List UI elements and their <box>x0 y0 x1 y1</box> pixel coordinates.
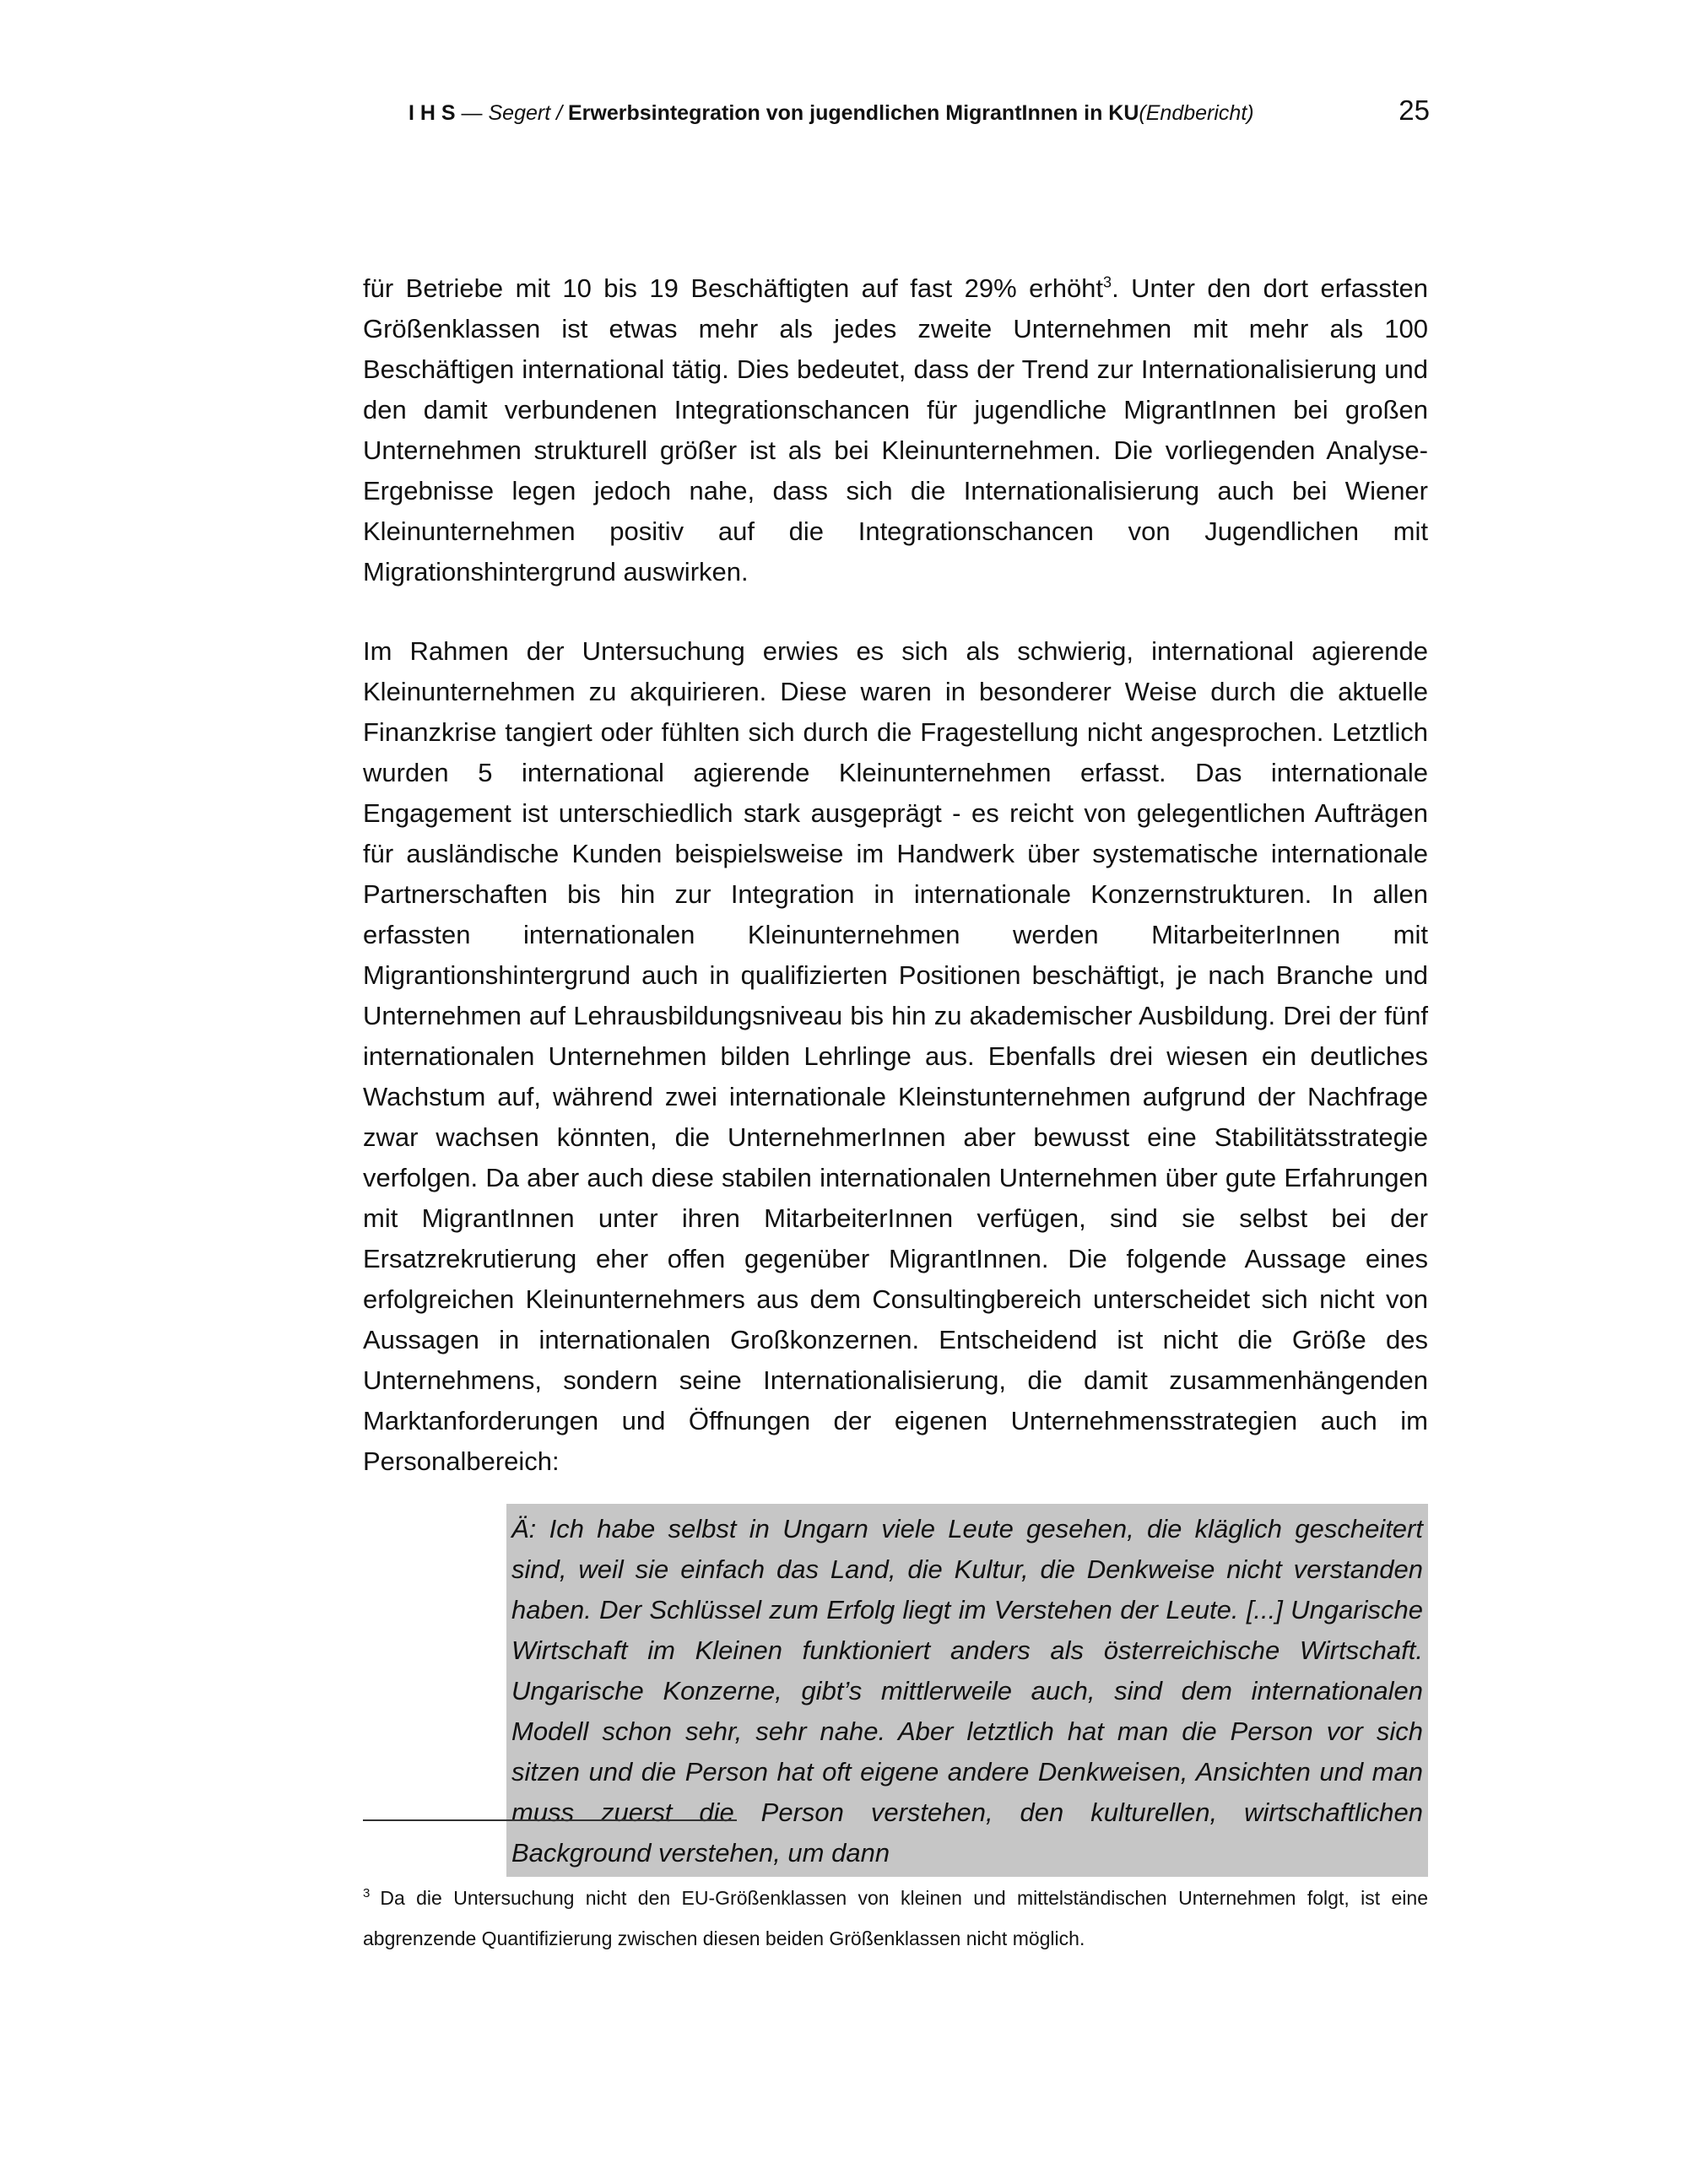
footnote-reference[interactable]: 3 <box>1103 273 1112 291</box>
page-number: 25 <box>1399 95 1430 126</box>
body-text <box>363 268 1428 1877</box>
header-dash: — <box>455 101 489 125</box>
paragraph-1-end: . Unter den dort erfassten Größenklassen ist etwas mehr als jedes zweite Unternehmen mit mehr als 100 Beschäftigen international tätig. Dies bedeutet, dass der Trend zur Internationalisierung und den damit verbundenen Integrationschancen für jugendliche MigrantInnen bei großen Unternehmen strukturell größer ist als bei Kleinunternehmen. Die vorliegenden Analyse-Ergebnisse legen jedoch nahe, dass sich die Internationalisierung auch bei Wiener Kleinunternehmen positiv auf die Integrationschancen von Jugendlichen mit Migrationshintergrund auswirken. <box>363 273 1428 587</box>
header-title-line <box>408 101 1254 126</box>
header-author: Segert / <box>488 101 568 125</box>
paragraph-1-start: für Betriebe mit 10 bis 19 Beschäftigten auf fast 29% erhöht <box>363 273 1104 303</box>
header-subtitle: (Endbericht) <box>1139 101 1254 125</box>
footnote-marker: 3 <box>363 1886 371 1901</box>
interview-quote: Ä: Ich habe selbst in Ungarn viele Leute gesehen, die kläglich gescheitert sind, weil sie einfach das Land, die Kultur, die Denkweise nicht verstanden haben. Der Schlüssel zum Erfolg liegt im Verstehen der Leute. [...] Ungarische Wirtschaft im Kleinen funktioniert anders als österreichische Wirtschaft. Ungarische Konzerne, gibt’s mittlerweile auch, sind dem internationalen Modell schon sehr, sehr nahe. Aber letztlich hat man die Person vor sich sitzen und die Person hat oft eigene andere Denkweisen, Ansichten und man muss zuerst die Person verstehen, den kulturellen, wirtschaftlichen Background verstehen, um dann <box>506 1504 1428 1877</box>
footnote <box>363 1878 1428 1959</box>
header-org: I H S <box>408 101 456 125</box>
paragraph-2: Im Rahmen der Untersuchung erwies es sich als schwierig, international agierende Kleinunternehmen zu akquirieren. Diese waren in besonderer Weise durch die aktuelle Finanzkrise tangiert oder fühlten sich durch die Fragestellung nicht angesprochen. Letztlich wurden 5 international agierende Kleinunternehmen erfasst. Das internationale Engagement ist unterschiedlich stark ausgeprägt - es reicht von gelegentlichen Aufträgen für ausländische Kunden beispielsweise im Handwerk über systematische internationale Partnerschaften bis hin zur Integration in internationale Konzernstrukturen. In allen erfassten internationalen Kleinunternehmen werden MitarbeiterInnen mit Migrantionshintergrund auch in qualifizierten Positionen beschäftigt, je nach Branche und Unternehmen auf Lehrausbildungsniveau bis hin zu akademischer Ausbildung. Drei der fünf internationalen Unternehmen bilden Lehrlinge aus. Ebenfalls drei wiesen ein deutliches Wachstum auf, während zwei internationale Kleinstunternehmen aufgrund der Nachfrage zwar wachsen könnten, die UnternehmerInnen aber bewusst eine Stabilitätsstrategie verfolgen. Da aber auch diese stabilen internationalen Unternehmen über gute Erfahrungen mit MigrantInnen unter ihren MitarbeiterInnen verfügen, sind sie selbst bei der Ersatzrekrutierung eher offen gegenüber MigrantInnen. Die folgende Aussage eines erfolgreichen Kleinunternehmers aus dem Consultingbereich unterscheidet sich nicht von Aussagen in internationalen Großkonzernen. Entscheidend ist nicht die Größe des Unternehmens, sondern seine Internationalisierung, die damit zusammenhängenden Marktanforderungen und Öffnungen der eigenen Unternehmensstrategien auch im Personalbereich: <box>363 636 1428 1476</box>
footnote-separator <box>363 1819 737 1821</box>
running-header <box>408 95 1430 128</box>
header-title: Erwerbsintegration von jugendlichen MigrantInnen in KU <box>567 101 1139 125</box>
footnote-text: Da die Untersuchung nicht den EU-Größenklassen von kleinen und mittelständischen Unternehmen folgt, ist eine abgrenzende Quantifizierung zwischen diesen beiden Größenklassen nicht möglich. <box>363 1887 1428 1949</box>
paragraph-1 <box>363 268 1428 592</box>
